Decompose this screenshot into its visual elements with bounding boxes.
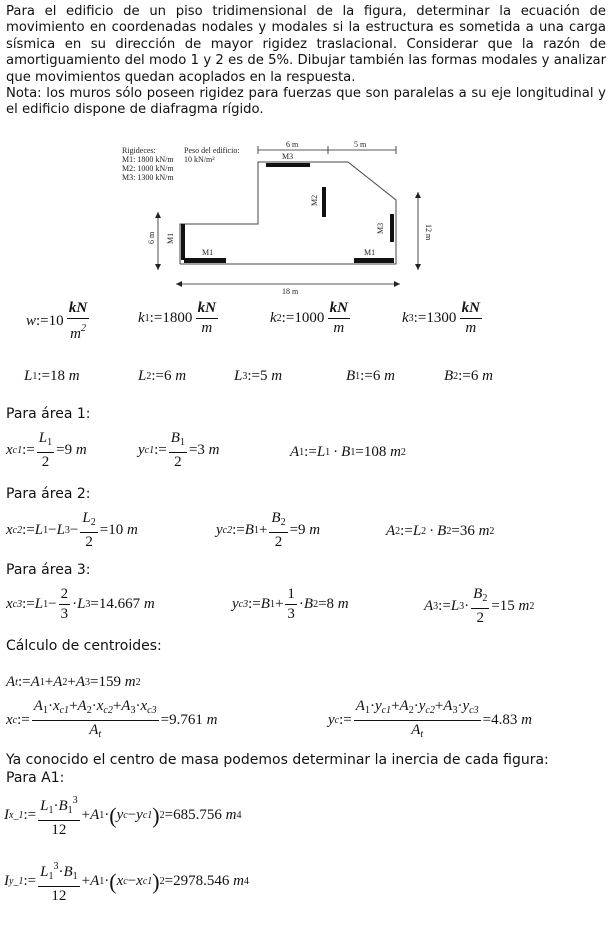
eq-B2: B 2 := 6 m (444, 368, 493, 384)
eq-L2: L 2 := 6 m (138, 368, 187, 384)
wall-m2 (322, 187, 326, 217)
eq-A3: A 3 := L 3 · $\frac{B_2}{2}$ = 15 m 2 (424, 586, 535, 626)
eq-A1: A 1 := L 1 · B 1 = 108 m 2 (290, 444, 406, 460)
legend-m3: M3: 1300 kN/m (122, 173, 174, 182)
eq-xc1: x c1 := $\frac{L_1}{2}$ = 9 m (6, 430, 87, 470)
building-plan-diagram (118, 140, 448, 300)
dim-top-right-label: 5 m (354, 140, 367, 149)
legend-m2: M2: 1000 kN/m (122, 164, 174, 173)
eq-Ix1: I x_1 := $\frac{L_1\cdot B_1^3}{12}$ + A 1 · ( y c − y c1 ) 2 = 685.756 m 4 (4, 792, 241, 839)
dim-left-arrow-top (155, 212, 161, 218)
eq-At: A t := A 1 + A 2 + A 3 = 159 m 2 (6, 674, 141, 690)
eq-xc: x c := $\frac{A_1\cdot x_{c1}+A_2\cdot x_{c2}+A_3\cdot x_{c3}}{A_t}$ = 9.761 m (6, 698, 218, 740)
legend-title: Rigideces: (122, 146, 156, 155)
dim-bottom-label: 18 m (282, 287, 299, 296)
eq-xc2: x c2 := L 1 − L 3 − $\frac{L_2}{2}$ = 10 m (6, 510, 138, 550)
problem-paragraph: Para el edificio de un piso tridimensional de la figura, determinar la ecuación de movimiento en coordenadas nodales y modales si la estructura es sometida a una carga sísmica en su dirección de mayor rigidez traslacional. Considerar que la razón de amortiguamiento del modo 1 y 2 es de 5%. Dibujar también las formas modales y analizar que movimientos quedan acoplados en la respuesta. (6, 4, 606, 85)
eq-Iy1: I y_1 := $\frac{L_1^3\cdot B_1}{12}$ + A 1 · ( x c − x c1 ) 2 = 2978.546 m 4 (4, 858, 249, 905)
legend-m1: M1: 1800 kN/m (122, 155, 174, 164)
eq-yc3: y c3 := B 1 + $\frac{1}{3}$ · B 2 = 8 m (232, 586, 349, 622)
eq-k3: k 3 := 1300 $\frac{kN}{m}$ (402, 300, 480, 336)
eq-yc2: y c2 := B 1 + $\frac{B_2}{2}$ = 9 m (216, 510, 321, 550)
dim-left-arrow-bottom (155, 264, 161, 270)
section-centroides: Cálculo de centroides: (6, 638, 162, 654)
section-area3: Para área 3: (6, 562, 91, 578)
eq-k1: k 1 := 1800 $\frac{kN}{m}$ (138, 300, 216, 336)
wall-m3-top (266, 163, 310, 167)
dim-bottom-arrow-right (394, 281, 400, 287)
eq-A2: A 2 := L 2 · B 2 = 36 m 2 (386, 523, 495, 539)
wall-m2-label: M2 (310, 194, 319, 206)
wall-m1-left-label: M1 (202, 248, 214, 257)
eq-k2: k 2 := 1000 $\frac{kN}{m}$ (270, 300, 348, 336)
eq-yc: y c := $\frac{A_1\cdot y_{c1}+A_2\cdot y_{c2}+A_3\cdot y_{c3}}{A_t}$ = 4.83 m (328, 698, 532, 740)
wall-m3-top-label: M3 (282, 152, 294, 161)
problem-statement (6, 4, 606, 119)
eq-w: w := 10 $\frac{kN}{m^2}$ (26, 300, 88, 342)
wall-m3-right (390, 214, 394, 242)
section-inercia: Ya conocido el centro de masa podemos determinar la inercia de cada figura: (6, 752, 549, 768)
wall-m1-right (354, 258, 394, 263)
dim-bottom-arrow-left (176, 281, 182, 287)
dim-top-left-label: 6 m (286, 140, 299, 149)
dim-right-arrow-top (415, 192, 421, 198)
dim-left-label: 6 m (147, 231, 156, 244)
dim-right-label: 12 m (424, 224, 433, 241)
weight-title: Peso del edificio: (184, 146, 240, 155)
section-area2: Para área 2: (6, 486, 91, 502)
eq-L3: L 3 := 5 m (234, 368, 283, 384)
problem-note: Nota: los muros sólo poseen rigidez para fuerzas que son paralelas a su eje longitudinal y el edificio dispone de diafragma rígido. (6, 86, 606, 118)
dim-right-arrow-bottom (415, 264, 421, 270)
wall-m1-left (184, 258, 226, 263)
section-paraA1: Para A1: (6, 770, 65, 786)
weight-value: 10 kN/m² (184, 155, 215, 164)
section-area1: Para área 1: (6, 406, 91, 422)
eq-B1: B 1 := 6 m (346, 368, 395, 384)
wall-m3-right-label: M3 (376, 222, 385, 234)
wall-m1-right-label: M1 (364, 248, 376, 257)
eq-L1: L 1 := 18 m (24, 368, 80, 384)
wall-m1-vertical (181, 224, 185, 260)
eq-yc1: y c1 := $\frac{B_1}{2}$ = 3 m (138, 430, 220, 470)
wall-m1-vertical-label: M1 (166, 232, 175, 244)
eq-xc3: x c3 := L 1 − $\frac{2}{3}$ · L 3 = 14.667 m (6, 586, 155, 622)
